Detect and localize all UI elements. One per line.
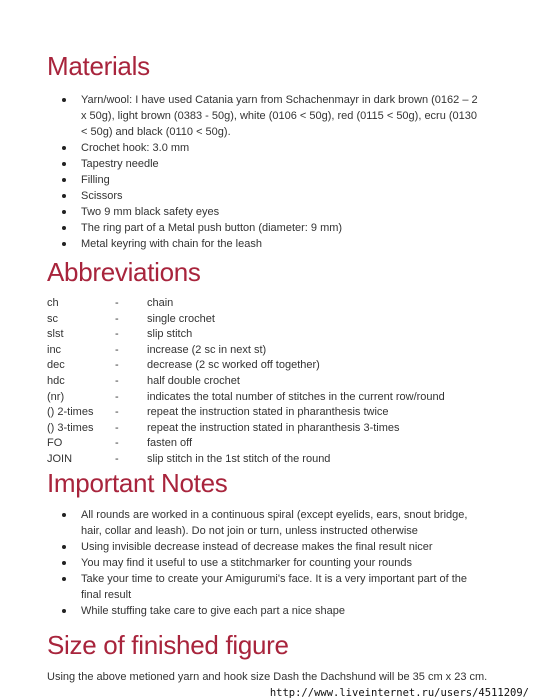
abbreviation-key: sc [47, 312, 58, 325]
list-item: Metal keyring with chain for the leash [62, 236, 482, 252]
abbreviation-separator: - [115, 297, 119, 309]
abbreviation-row [47, 374, 487, 390]
abbreviation-meaning: decrease (2 sc worked off together) [147, 359, 320, 372]
abbreviation-separator: - [115, 406, 119, 419]
abbreviation-meaning: single crochet [147, 312, 215, 325]
abbreviation-separator: - [115, 437, 119, 450]
abbreviation-row [47, 436, 487, 452]
size-description: Using the above metioned yarn and hook size Dash the Dachshund will be 35 cm x 23 cm. [47, 671, 488, 683]
watermark-url: http://www.liveinternet.ru/users/4511209/ [269, 687, 529, 699]
list-item: All rounds are worked in a continuous spiral (except eyelids, ears, snout bridge, hair, collar and leash). Do not join or turn, unless instructed otherwise [62, 507, 482, 539]
materials-list [62, 92, 482, 252]
list-item: Take your time to create your Amigurumi's face. It is a very important part of the final result [62, 571, 482, 603]
abbreviation-row [47, 421, 487, 437]
abbreviation-key: () 3-times [47, 421, 94, 434]
abbreviation-separator: - [115, 312, 119, 325]
list-item: The ring part of a Metal push button (diameter: 9 mm) [62, 220, 482, 236]
abbreviation-row [47, 452, 487, 468]
abbreviation-separator: - [115, 374, 119, 387]
abbreviation-meaning: increase (2 sc in next st) [147, 343, 267, 356]
abbreviation-key: (nr) [47, 390, 65, 403]
abbreviation-separator: - [115, 359, 119, 372]
list-item: Yarn/wool: I have used Catania yarn from Schachenmayr in dark brown (0162 – 2 x 50g), light brown (0383 - 50g), white (0106 < 50g), red (0115 < 50g), ecru (0130 < 50g) and black (0110 < 50g). [62, 92, 482, 140]
abbreviation-meaning: indicates the total number of stitches in the current row/round [147, 390, 445, 403]
abbreviation-row [47, 327, 487, 343]
notes-list [62, 507, 482, 619]
abbreviation-separator: - [115, 452, 119, 465]
abbreviation-row [47, 390, 487, 406]
abbreviation-separator: - [115, 390, 119, 403]
abbreviation-row [47, 343, 487, 359]
abbreviation-key: JOIN [47, 452, 73, 465]
abbreviations-table [47, 296, 487, 468]
abbreviation-meaning: half double crochet [147, 374, 240, 387]
abbreviation-meaning: slip stitch in the 1st stitch of the round [147, 452, 331, 465]
abbreviation-row [47, 405, 487, 421]
abbreviation-row [47, 358, 487, 374]
abbreviation-meaning: repeat the instruction stated in pharanthesis twice [147, 406, 389, 419]
abbreviation-separator: - [115, 421, 119, 434]
abbreviation-meaning: slip stitch [147, 328, 193, 341]
abbreviation-key: () 2-times [47, 406, 94, 419]
abbreviation-key: dec [47, 359, 65, 372]
list-item: Crochet hook: 3.0 mm [62, 140, 482, 156]
abbreviation-separator: - [115, 328, 119, 341]
list-item: Two 9 mm black safety eyes [62, 204, 482, 220]
list-item: Tapestry needle [62, 156, 482, 172]
abbreviations-heading: Abbreviations [47, 257, 201, 287]
abbreviation-meaning: fasten off [147, 437, 193, 450]
size-heading: Size of finished figure [47, 630, 289, 660]
list-item: You may find it useful to use a stitchmarker for counting your rounds [62, 555, 482, 571]
abbreviation-key: inc [47, 343, 62, 356]
list-item: Filling [62, 172, 482, 188]
abbreviation-separator: - [115, 343, 119, 356]
list-item: Using invisible decrease instead of decrease makes the final result nicer [62, 539, 482, 555]
abbreviation-key: slst [47, 328, 64, 341]
abbreviation-meaning: chain [147, 297, 174, 309]
abbreviation-row [47, 312, 487, 328]
abbreviation-key: ch [47, 297, 59, 309]
list-item: While stuffing take care to give each part a nice shape [62, 603, 482, 619]
abbreviation-key: FO [47, 437, 63, 450]
abbreviation-key: hdc [47, 374, 65, 387]
materials-heading: Materials [47, 51, 150, 81]
list-item: Scissors [62, 188, 482, 204]
abbreviation-meaning: repeat the instruction stated in pharanthesis 3-times [147, 421, 400, 434]
important-notes-heading: Important Notes [47, 468, 228, 498]
abbreviation-row [47, 296, 487, 312]
